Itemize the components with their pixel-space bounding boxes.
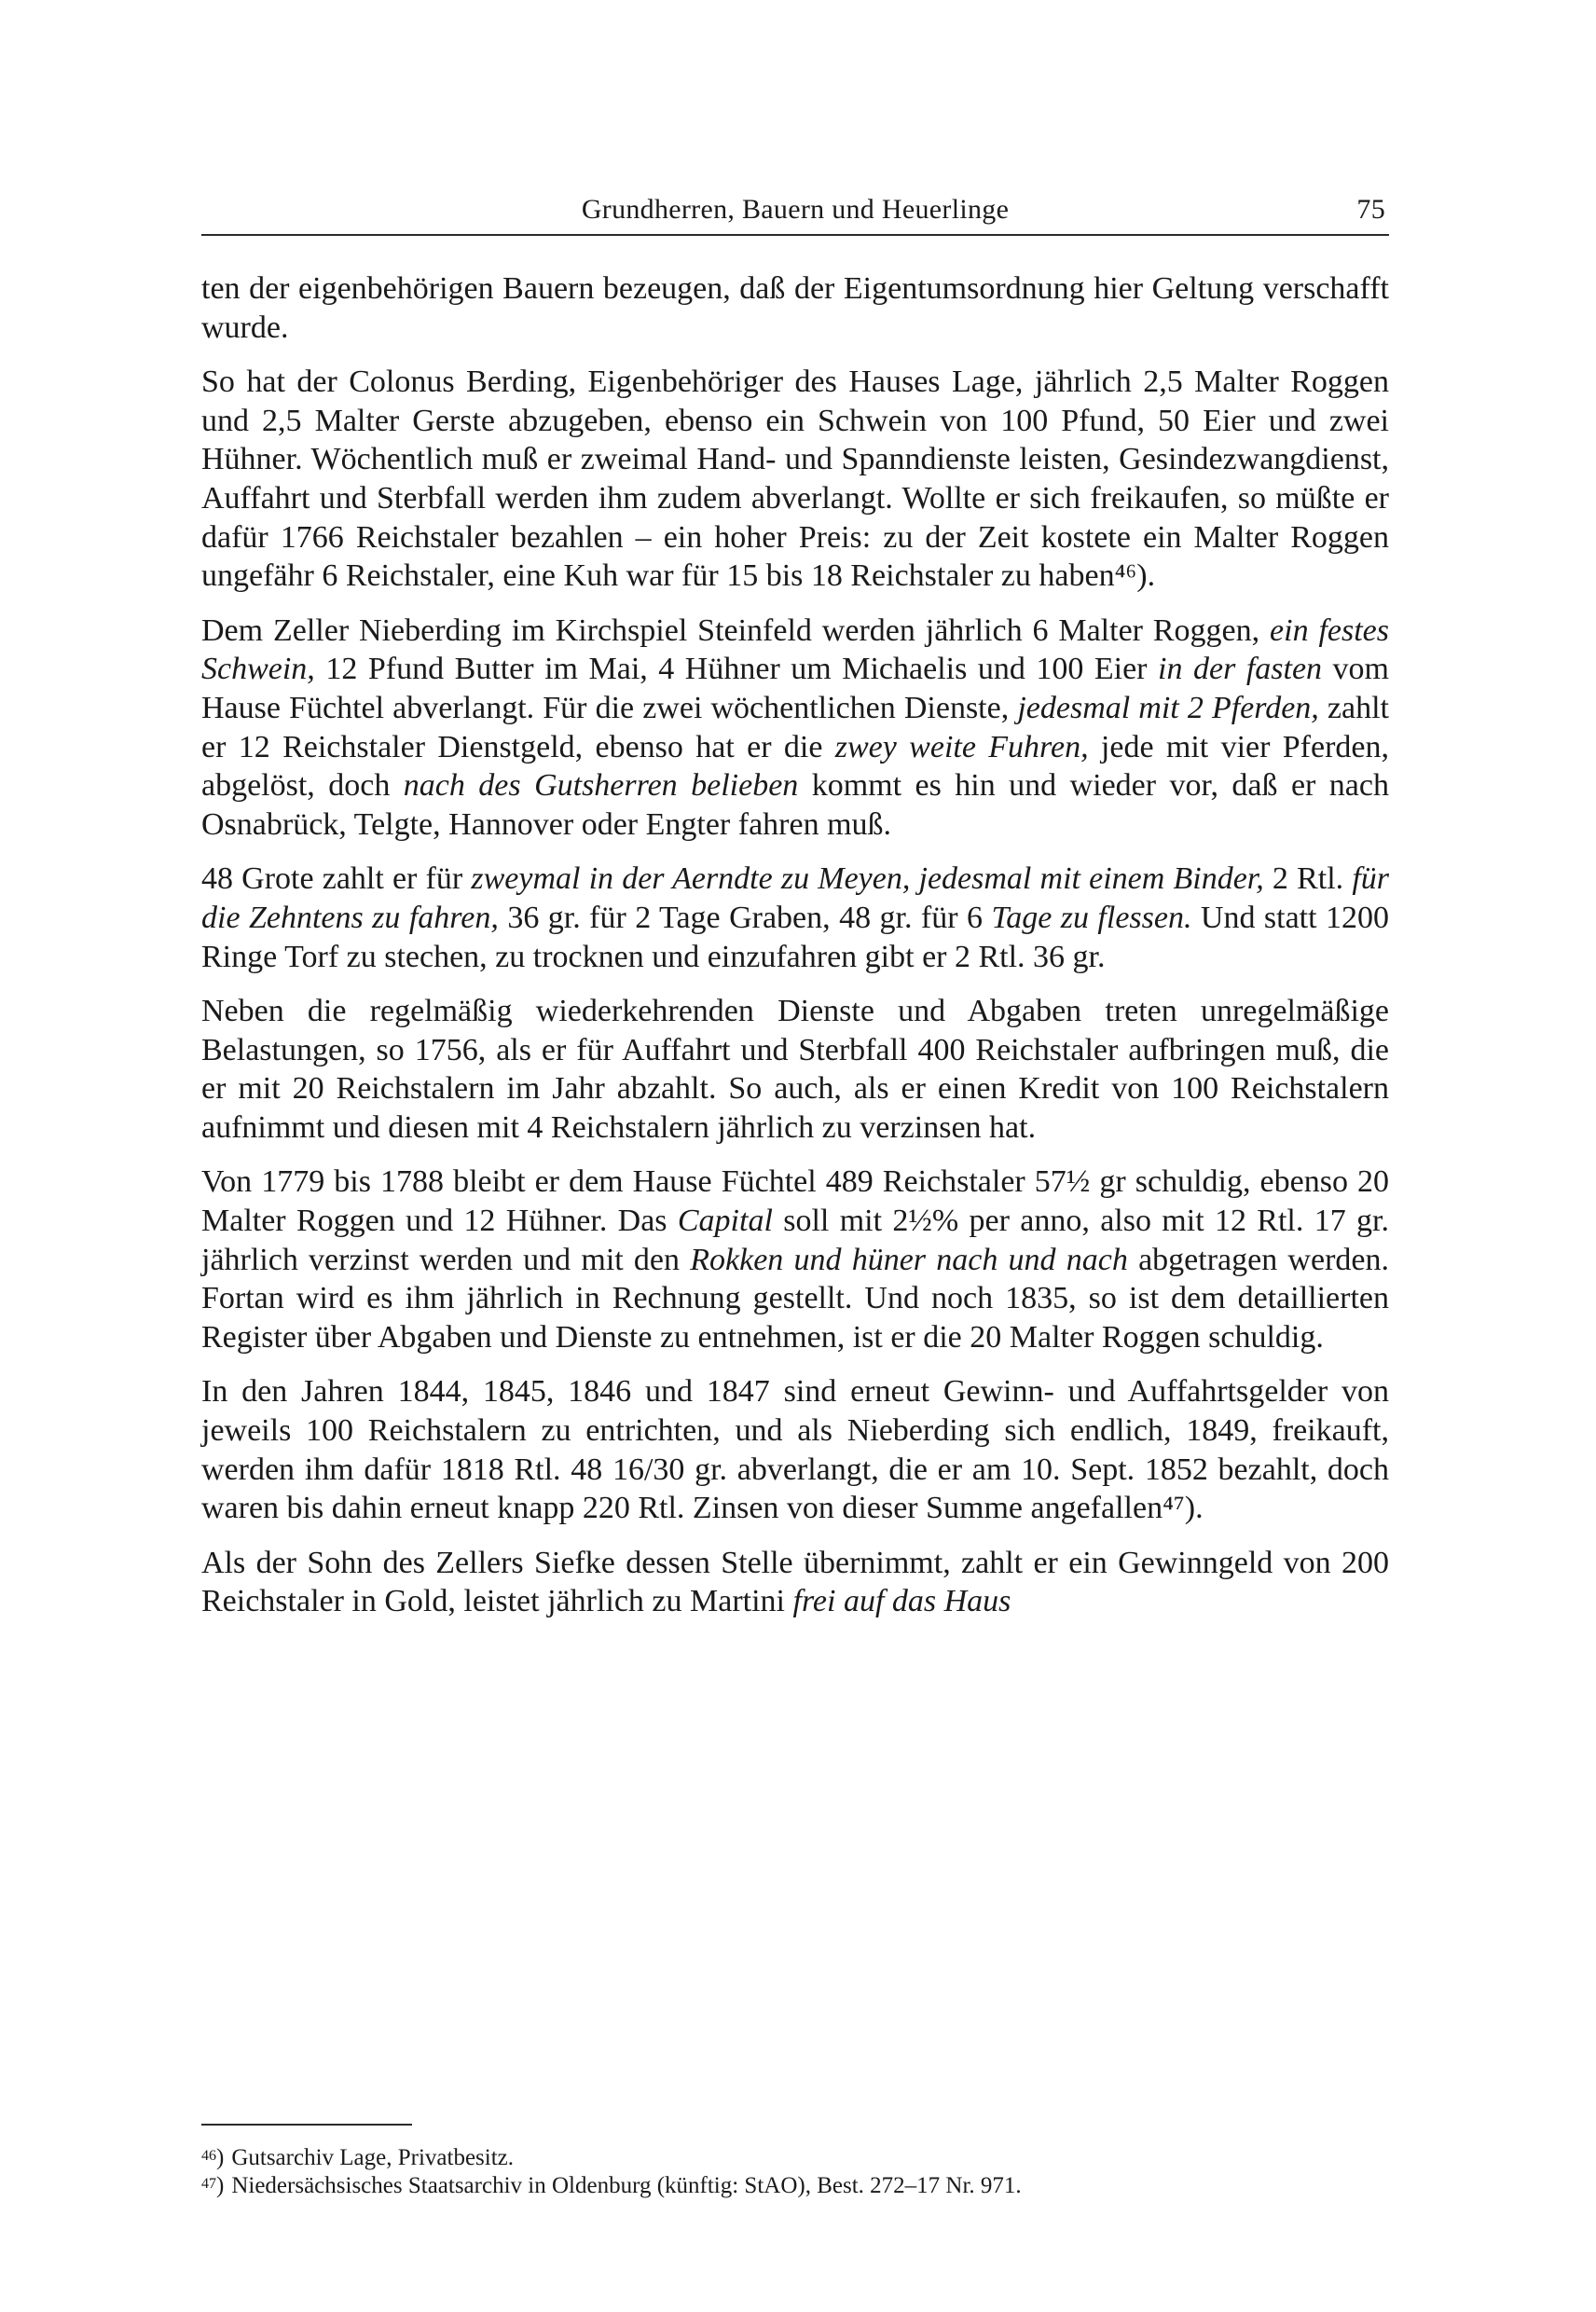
running-head-title: Grundherren, Bauern und Heuerlinge <box>581 194 1010 225</box>
text-run: In den Jahren 1844, 1845, 1846 und 1847 sind erneut Gewinn- und Auffahrtsgelder von jeweils 100 Reichstalern zu entrichten, und als Nieberding sich endlich, 1849, freikauft, werden ihm dafür 1818 Rtl. 48 16/30 gr. abverlangt, die er am 10. Sept. 1852 bezahlt, doch waren bis dahin erneut knapp 220 Rtl. Zinsen von dieser Summe angefallen⁴⁷). <box>201 1374 1389 1526</box>
running-head <box>201 191 1389 236</box>
text-run: So hat der Colonus Berding, Eigenbehöriger des Hauses Lage, jährlich 2,5 Malter Roggen und 2,5 Malter Gerste abzugeben, ebenso ein Schwein von 100 Pfund, 50 Eier und zwei Hühner. Wöchentlich muß er zweimal Hand- und Spanndienste leisten, Gesindezwangdienst, Auffahrt und Sterbfall werden ihm zudem abverlangt. Wollte er sich freikaufen, so müßte er dafür 1766 Reichstaler bezahlen – ein hoher Preis: zu der Zeit kostete ein Malter Roggen ungefähr 6 Reichstaler, eine Kuh war für 15 bis 18 Reichstaler zu haben⁴⁶). <box>201 365 1389 594</box>
text-run: jede mit vier Pferden, abgelöst, doch <box>201 729 1389 804</box>
body-paragraph <box>201 1163 1389 1356</box>
footnote <box>201 2144 1389 2172</box>
page <box>201 191 1389 1637</box>
text-run: 12 Pfund Butter im Mai, 4 Hühner um Michaelis und 100 Eier <box>314 652 1159 687</box>
body-paragraph <box>201 269 1389 347</box>
text-run: 36 gr. für 2 Tage Graben, 48 gr. für 6 <box>498 900 992 935</box>
text-run: kommt es hin und wieder vor, daß er nach Osnabrück, Telgte, Hannover oder Engter fahren muß. <box>201 768 1389 842</box>
text-run: soll mit 2½% per anno, also mit 12 Rtl. 17 gr. jährlich verzinst werden und mit den <box>201 1204 1389 1277</box>
footnote-divider <box>201 2124 412 2126</box>
text-run: vom Hause Füchtel abverlangt. Für die zwei wöchentlichen Dienste, <box>201 652 1389 725</box>
italic-quote: in der fasten <box>1158 652 1323 687</box>
body-text <box>201 269 1389 1621</box>
body-paragraph <box>201 1544 1389 1621</box>
italic-quote: nach des Gutsherren belieben <box>403 768 799 804</box>
footnote <box>201 2172 1389 2200</box>
footnote-number: 47 <box>201 2176 216 2192</box>
text-run: abgetragen werden. Fortan wird es ihm jährlich in Rechnung gestellt. Und noch 1835, so ist dem detaillierten Register über Abgaben und Dienste zu entnehmen, ist er die 20 Malter Roggen schuldig. <box>201 1242 1389 1355</box>
body-paragraph <box>201 992 1389 1147</box>
footnote-marker: $^{47}$) <box>201 2173 225 2198</box>
body-paragraph <box>201 363 1389 596</box>
italic-quote: zwey weite Fuhren, <box>834 729 1089 764</box>
page-number: 75 <box>1356 194 1385 225</box>
footnote-number: 46 <box>201 2148 216 2164</box>
italic-quote: Rokken und hüner nach und nach <box>690 1242 1128 1277</box>
footnote-text: Gutsarchiv Lage, Privatbesitz. <box>231 2145 515 2170</box>
footnote-text: Niedersächsisches Staatsarchiv in Oldenburg (künftig: StAO), Best. 272–17 Nr. 971. <box>231 2173 1022 2198</box>
text-run: ten der eigenbehörigen Bauern bezeugen, daß der Eigentumsordnung hier Geltung verschafft wurde. <box>201 271 1389 345</box>
body-paragraph <box>201 1372 1389 1527</box>
text-run: Dem Zeller Nieberding im Kirchspiel Steinfeld werden jährlich 6 Malter Roggen, <box>201 612 1271 648</box>
footnote-marker: $^{46}$) <box>201 2145 225 2170</box>
italic-quote: zweymal in der Aerndte zu Meyen, jedesmal mit einem Binder, <box>471 861 1264 897</box>
italic-quote: jedesmal mit 2 Pferden, <box>1017 690 1319 725</box>
text-run: Neben die regelmäßig wiederkehrenden Dienste und Abgaben treten unregelmäßige Belastungen, so 1756, als er für Auffahrt und Sterbfall 400 Reichstaler aufbringen muß, die er mit 20 Reichstalern im Jahr abzahlt. So auch, als er einen Kredit von 100 Reichstalern aufnimmt und diesen mit 4 Reichstalern jährlich zu verzinsen hat. <box>201 994 1389 1145</box>
italic-quote: frei auf das Haus <box>792 1584 1011 1619</box>
italic-quote: für die Zehntens zu fahren, <box>201 861 1390 935</box>
text-run: zahlt er 12 Reichstaler Dienstgeld, ebenso hat er die <box>201 690 1389 764</box>
text-run: Als der Sohn des Zellers Siefke dessen Stelle übernimmt, zahlt er ein Gewinngeld von 200 Reichstaler in Gold, leistet jährlich zu Martini <box>201 1545 1389 1619</box>
text-run: Und statt 1200 Ringe Torf zu stechen, zu trocknen und einzufahren gibt er 2 Rtl. 36 gr. <box>201 900 1390 974</box>
text-run: 48 Grote zahlt er für <box>201 861 472 897</box>
italic-quote: Tage zu flessen. <box>991 900 1192 935</box>
text-run: Von 1779 bis 1788 bleibt er dem Hause Füchtel 489 Reichstaler 57½ gr schuldig, ebenso 20 Malter Roggen und 12 Hühner. Das <box>201 1164 1389 1239</box>
body-paragraph <box>201 860 1389 976</box>
body-paragraph <box>201 612 1389 845</box>
text-run: 2 Rtl. <box>1263 861 1353 897</box>
italic-quote: ein festes Schwein, <box>201 612 1389 687</box>
footnotes <box>201 2144 1389 2200</box>
italic-quote: Capital <box>677 1204 773 1239</box>
